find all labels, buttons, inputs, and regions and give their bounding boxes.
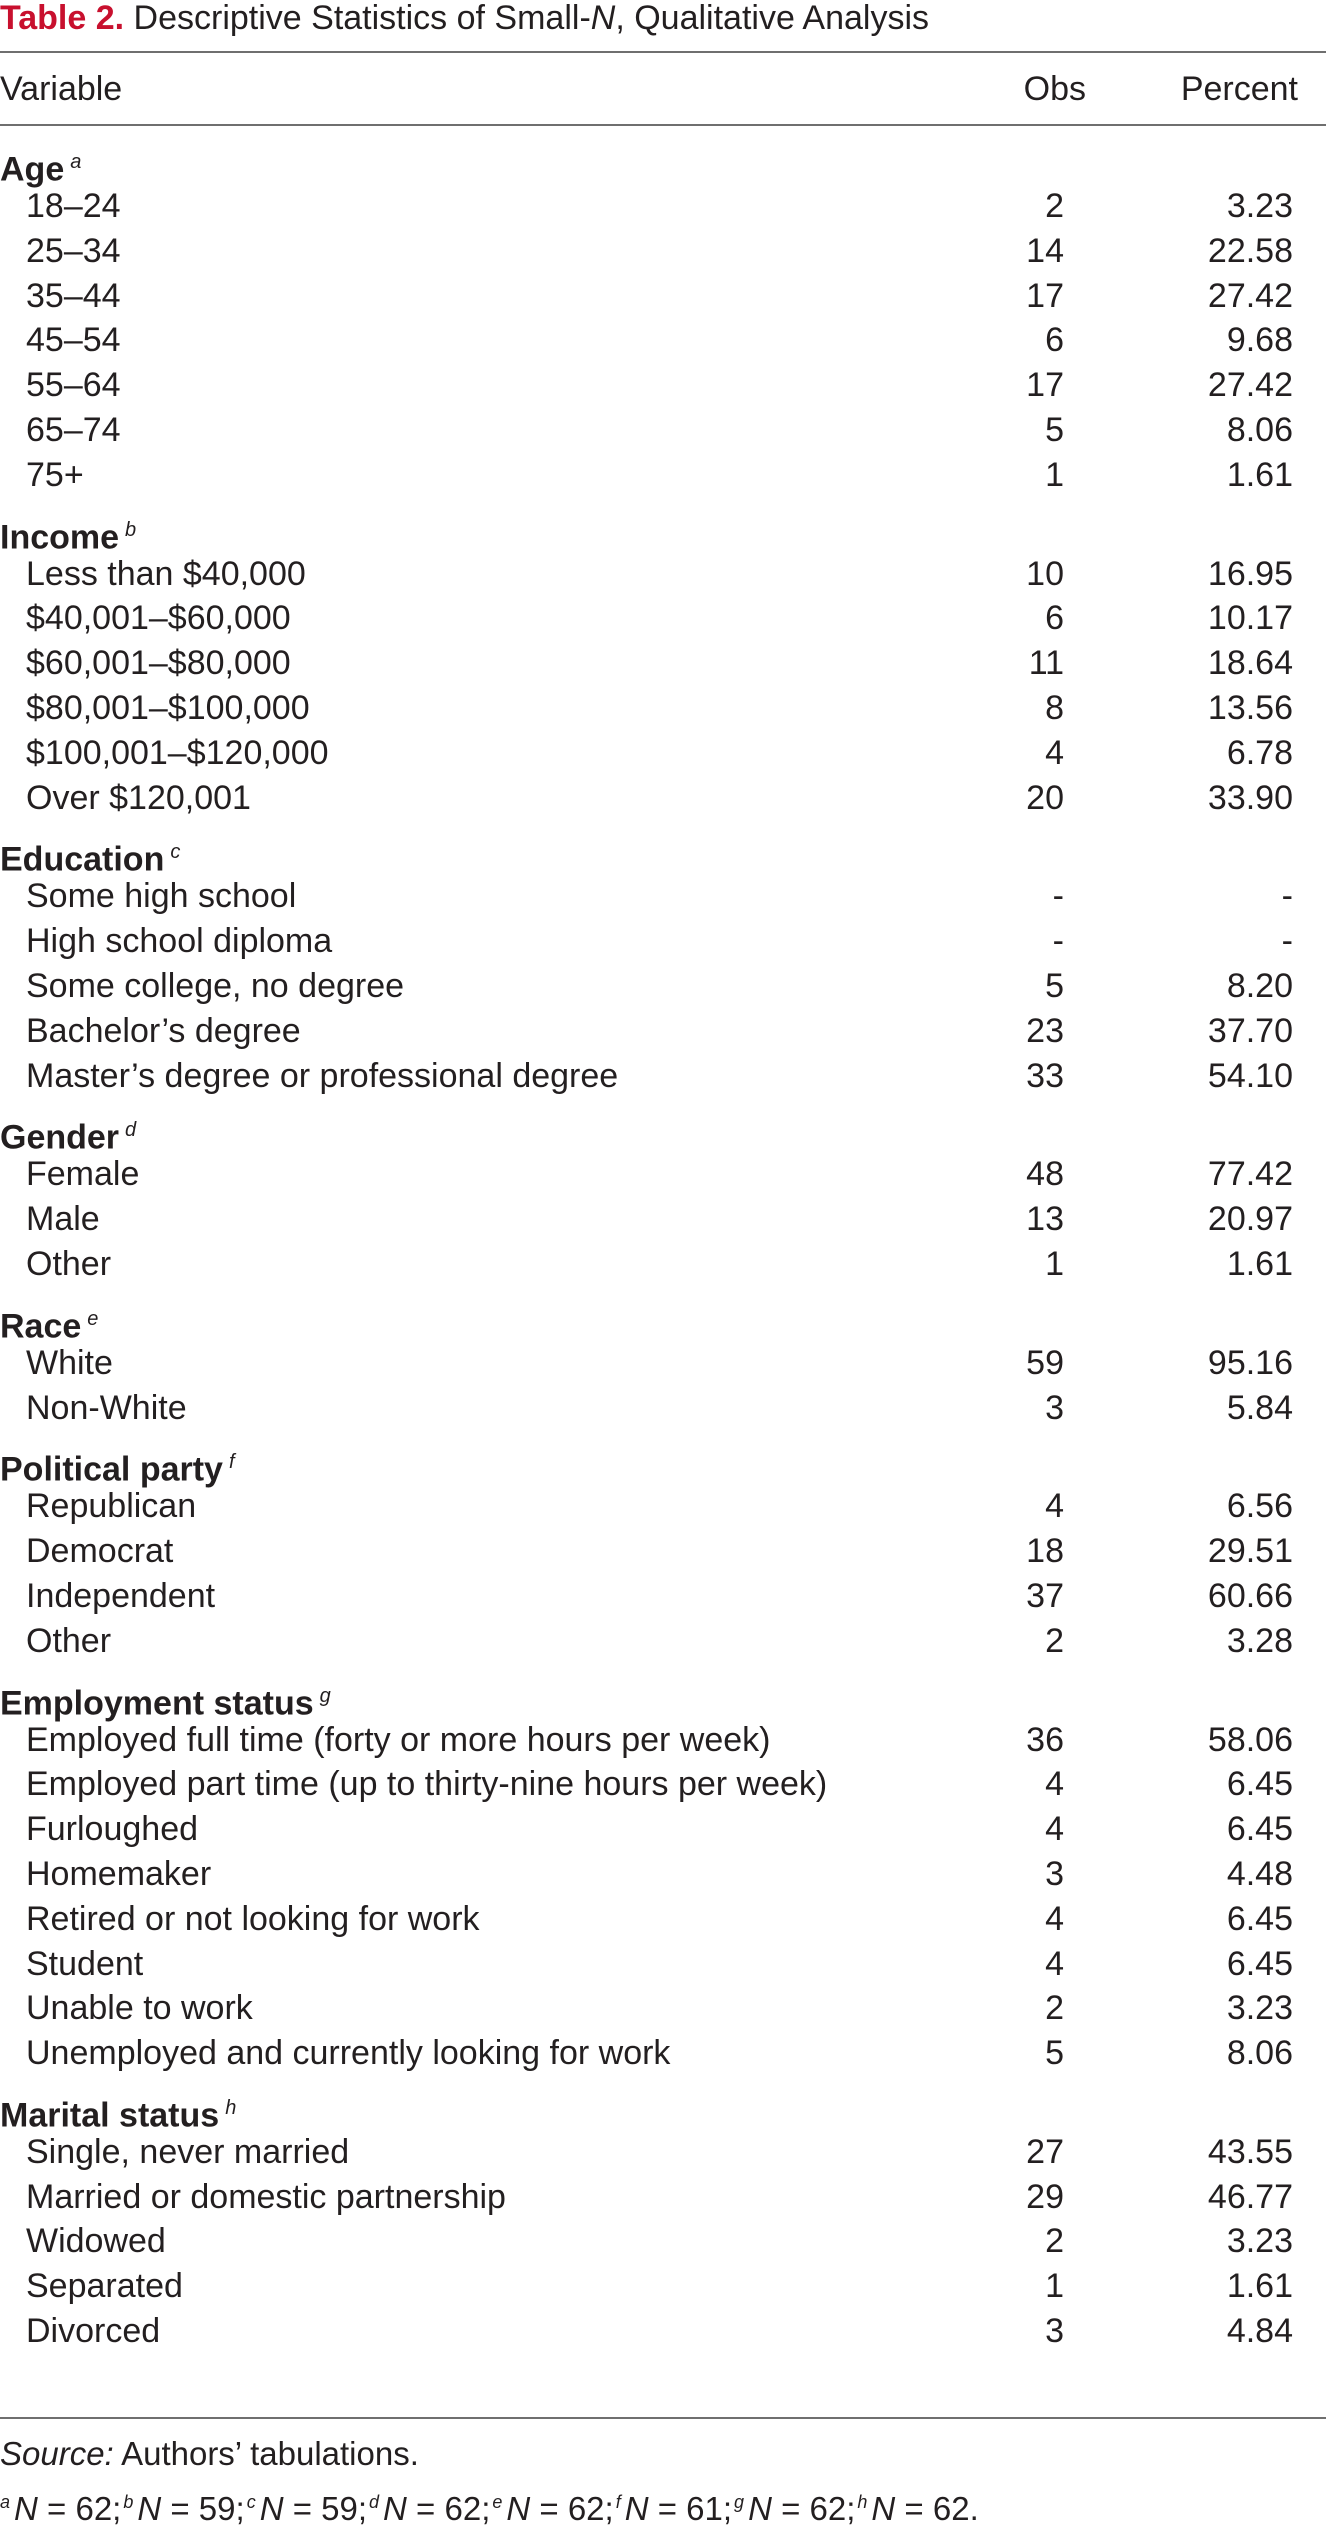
footnote: [123, 2490, 244, 2527]
row-obs: 2: [1045, 187, 1064, 225]
row-obs: 27: [1026, 2132, 1064, 2171]
group-note-mark: c: [170, 841, 181, 864]
table-row: [0, 1341, 1326, 1386]
row-label: Single, never married: [26, 2132, 350, 2171]
row-percent: 3.23: [1226, 2222, 1293, 2261]
table-row: [0, 731, 1326, 776]
source-text: Authors’ tabulations.: [113, 2435, 419, 2472]
row-label: $60,001–$80,000: [26, 644, 291, 683]
group-title-text: Race: [0, 1307, 82, 1346]
row-label: 75+: [26, 455, 84, 494]
row-obs: 2: [1045, 1621, 1064, 1660]
row-label: 35–44: [26, 276, 121, 315]
row-obs: 20: [1026, 778, 1064, 817]
footnote-var: N: [506, 2490, 531, 2527]
header-variable: Variable: [0, 70, 123, 108]
row-obs: 4: [1045, 1899, 1064, 1938]
row-percent: 1.61: [1226, 2267, 1293, 2306]
footnote-text: = 59;: [283, 2490, 368, 2527]
row-label: Furloughed: [26, 1810, 199, 1849]
row-percent: 20.97: [1207, 1200, 1293, 1239]
table-row: [0, 1807, 1326, 1852]
footnote-text: = 62.: [895, 2490, 979, 2527]
row-obs: 3: [1045, 1388, 1064, 1427]
group-title: [0, 508, 1326, 556]
table-row: [0, 1054, 1326, 1099]
row-label: Female: [26, 1155, 140, 1194]
table-row: [0, 1386, 1326, 1431]
group-title: [0, 2086, 1326, 2135]
table-row: [0, 1197, 1326, 1242]
row-obs: 1: [1045, 455, 1064, 494]
caption-text-before: Descriptive Statistics of Small-: [124, 0, 591, 37]
row-percent: 37.70: [1207, 1011, 1293, 1050]
footnote-mark: d: [369, 2492, 380, 2512]
table-group: [0, 1440, 1326, 1663]
footnote: [492, 2490, 613, 2527]
footnote: [616, 2490, 732, 2527]
row-obs: 5: [1045, 410, 1064, 449]
row-percent: 18.64: [1207, 644, 1293, 683]
row-label: White: [26, 1343, 113, 1382]
table-row: [0, 776, 1326, 821]
row-obs: 36: [1026, 1720, 1064, 1759]
row-percent: 58.06: [1207, 1720, 1293, 1759]
row-percent: 8.06: [1226, 2034, 1293, 2073]
row-label: Widowed: [26, 2222, 166, 2261]
row-label: Independent: [26, 1576, 216, 1615]
table-row: [0, 1897, 1326, 1942]
top-rule: [0, 51, 1326, 53]
footnote-var: N: [624, 2490, 649, 2527]
row-percent: 60.66: [1207, 1576, 1293, 1615]
row-percent: 43.55: [1207, 2132, 1293, 2171]
row-label: Unemployed and currently looking for work: [26, 2034, 671, 2073]
footnote-text: = 59;: [161, 2490, 245, 2527]
footnote: [734, 2490, 855, 2527]
table-row: [0, 1529, 1326, 1574]
row-percent: 6.56: [1226, 1487, 1293, 1526]
row-obs: 1: [1045, 1244, 1064, 1283]
table-row: [0, 964, 1326, 1009]
row-obs: 5: [1045, 2034, 1064, 2073]
table-row: [0, 2031, 1326, 2076]
row-percent: 6.45: [1226, 1944, 1293, 1983]
footnote: [0, 2490, 121, 2527]
footnote-mark: g: [734, 2492, 745, 2512]
table-group: [0, 1297, 1326, 1431]
footnote: [247, 2490, 367, 2527]
table-group: [0, 2086, 1326, 2354]
footnote-var: N: [137, 2490, 162, 2527]
row-obs: 48: [1026, 1155, 1064, 1194]
table-group: [0, 140, 1326, 498]
row-label: 25–34: [26, 231, 121, 270]
row-label: Bachelor’s degree: [26, 1011, 301, 1050]
group-note-mark: d: [125, 1119, 137, 1142]
row-label: Married or domestic partnership: [26, 2177, 506, 2216]
row-obs: -: [1052, 922, 1064, 961]
row-label: Unable to work: [26, 1989, 253, 2028]
row-percent: 6.78: [1226, 733, 1293, 772]
row-label: Other: [26, 1621, 112, 1660]
table-row: [0, 2264, 1326, 2309]
table-row: [0, 1484, 1326, 1529]
header-percent: Percent: [1180, 70, 1298, 108]
table-label: Table 2.: [0, 0, 125, 37]
row-label: Homemaker: [26, 1854, 212, 1893]
row-percent: 3.23: [1226, 1989, 1293, 2028]
footnote: [857, 2490, 978, 2527]
row-label: High school diploma: [26, 922, 333, 961]
group-title: [0, 140, 1326, 189]
footnote-text: = 62;: [406, 2490, 491, 2527]
footnote-mark: c: [246, 2492, 256, 2512]
table-row: [0, 919, 1326, 964]
row-percent: 46.77: [1207, 2177, 1293, 2216]
table-row: [0, 2309, 1326, 2354]
row-label: Employed part time (up to thirty-nine hours per week): [26, 1765, 828, 1804]
table-row: [0, 318, 1326, 363]
table-row: [0, 1852, 1326, 1897]
source-label: Source:: [0, 2435, 114, 2472]
row-obs: 4: [1045, 733, 1064, 772]
table-row: [0, 1242, 1326, 1287]
row-percent: 6.45: [1226, 1899, 1293, 1938]
row-label: Master’s degree or professional degree: [26, 1056, 619, 1095]
table-row: [0, 274, 1326, 319]
row-percent: 54.10: [1207, 1056, 1293, 1095]
table-row: [0, 363, 1326, 408]
row-label: Some college, no degree: [26, 966, 405, 1005]
footnote-text: = 62;: [37, 2490, 122, 2527]
table-row: [0, 2175, 1326, 2220]
row-obs: 13: [1026, 1200, 1064, 1239]
table-row: [0, 1152, 1326, 1197]
table-group: [0, 830, 1326, 1098]
footnote-text: = 61;: [648, 2490, 733, 2527]
row-percent: -: [1281, 877, 1293, 916]
group-title-text: Education: [0, 840, 165, 879]
table-caption: [0, 0, 929, 36]
row-label: Over $120,001: [26, 778, 251, 817]
table-row: [0, 1718, 1326, 1763]
row-obs: 11: [1028, 644, 1064, 683]
table-row: [0, 184, 1326, 229]
row-label: Divorced: [26, 2312, 161, 2351]
footnote: [369, 2490, 490, 2527]
row-label: Some high school: [26, 877, 297, 916]
row-percent: 4.48: [1226, 1854, 1293, 1893]
table-row: [0, 2130, 1326, 2175]
table-source: [0, 2432, 419, 2476]
row-obs: 29: [1026, 2177, 1064, 2216]
row-obs: 33: [1026, 1056, 1064, 1095]
footnote-var: N: [871, 2490, 896, 2527]
row-label: Democrat: [26, 1532, 174, 1571]
row-obs: 2: [1045, 1989, 1064, 2028]
table-row: [0, 1942, 1326, 1987]
group-note-mark: f: [228, 1451, 235, 1474]
row-label: Male: [26, 1200, 100, 1239]
row-obs: -: [1052, 877, 1064, 916]
caption-italic: N: [590, 0, 616, 37]
footnote-mark: a: [0, 2492, 11, 2512]
row-obs: 17: [1026, 366, 1064, 405]
table-row: [0, 2219, 1326, 2264]
row-label: 65–74: [26, 410, 121, 449]
row-label: Retired or not looking for work: [26, 1899, 480, 1938]
table-notes: [0, 2480, 981, 2527]
group-title: [0, 1297, 1326, 1346]
table-row: [0, 552, 1326, 597]
row-percent: 16.95: [1207, 554, 1293, 593]
row-obs: 23: [1026, 1011, 1064, 1050]
row-percent: 8.20: [1226, 966, 1293, 1005]
row-percent: 5.84: [1226, 1388, 1293, 1427]
table-group: [0, 1674, 1326, 2076]
table-row: [0, 453, 1326, 498]
table-row: [0, 596, 1326, 641]
row-percent: 1.61: [1226, 1244, 1293, 1283]
table-row: [0, 1762, 1326, 1807]
table-group: [0, 1108, 1326, 1286]
table-row: [0, 641, 1326, 686]
row-obs: 14: [1026, 231, 1064, 270]
row-obs: 4: [1045, 1944, 1064, 1983]
row-obs: 18: [1026, 1532, 1064, 1571]
row-obs: 2: [1045, 2222, 1064, 2261]
row-label: 18–24: [26, 187, 121, 225]
table-row: [0, 1009, 1326, 1054]
table-body: [0, 140, 1326, 2354]
row-percent: 33.90: [1207, 778, 1293, 817]
row-percent: 3.28: [1226, 1621, 1293, 1660]
row-label: Other: [26, 1244, 112, 1283]
table-row: [0, 408, 1326, 453]
row-obs: 1: [1045, 2267, 1064, 2306]
table-header: [0, 67, 1326, 111]
row-label: 55–64: [26, 366, 121, 405]
row-obs: 37: [1026, 1576, 1064, 1615]
row-percent: 27.42: [1207, 276, 1293, 315]
row-label: $100,001–$120,000: [26, 733, 329, 772]
row-percent: 8.06: [1226, 410, 1293, 449]
row-percent: 77.42: [1207, 1155, 1293, 1194]
row-label: $80,001–$100,000: [26, 688, 310, 727]
footnote-var: N: [748, 2490, 772, 2527]
row-obs: 3: [1045, 2312, 1064, 2351]
row-obs: 59: [1026, 1343, 1064, 1382]
row-obs: 3: [1045, 1854, 1064, 1893]
row-label: Student: [26, 1944, 144, 1983]
row-percent: 9.68: [1226, 321, 1293, 360]
table-group: [0, 508, 1326, 821]
bottom-rule: [0, 2417, 1326, 2419]
row-percent: 95.16: [1207, 1343, 1293, 1382]
header-rule: [0, 124, 1326, 126]
row-percent: 6.45: [1226, 1765, 1293, 1804]
footnote-var: N: [14, 2490, 38, 2527]
footnote-var: N: [383, 2490, 407, 2527]
footnote-mark: e: [492, 2492, 503, 2512]
table-row: [0, 686, 1326, 731]
row-percent: -: [1281, 922, 1293, 961]
table-row: [0, 1619, 1326, 1664]
footnote-mark: h: [857, 2492, 868, 2512]
row-label: Employed full time (forty or more hours per week): [26, 1720, 771, 1759]
row-percent: 29.51: [1207, 1532, 1293, 1571]
group-note-mark: e: [87, 1307, 99, 1330]
row-obs: 8: [1045, 688, 1064, 727]
group-note-mark: a: [70, 151, 82, 173]
group-title-text: Gender: [0, 1118, 120, 1157]
row-percent: 27.42: [1207, 366, 1293, 405]
group-title: [0, 1674, 1326, 1722]
footnote-text: = 62;: [771, 2490, 856, 2527]
row-obs: 5: [1045, 966, 1064, 1005]
row-label: Non-White: [26, 1388, 187, 1427]
row-percent: 3.23: [1226, 187, 1293, 225]
row-label: Republican: [26, 1487, 197, 1526]
row-label: $40,001–$60,000: [26, 599, 291, 638]
row-obs: 10: [1026, 554, 1064, 593]
row-percent: 13.56: [1207, 688, 1293, 727]
row-percent: 4.84: [1226, 2312, 1293, 2351]
row-label: Less than $40,000: [26, 554, 306, 593]
table-row: [0, 1574, 1326, 1619]
row-obs: 6: [1045, 599, 1064, 638]
footnote-text: = 62;: [530, 2490, 614, 2527]
row-label: 45–54: [26, 321, 121, 360]
group-title-text: Political party: [0, 1450, 223, 1489]
footnote-var: N: [259, 2490, 284, 2527]
table-row: [0, 874, 1326, 919]
header-obs: Obs: [1023, 70, 1086, 108]
row-obs: 4: [1045, 1810, 1064, 1849]
row-obs: 4: [1045, 1487, 1064, 1526]
footnote-mark: f: [615, 2492, 621, 2512]
group-title: [0, 1440, 1326, 1489]
group-title-text: Marital status: [0, 2096, 220, 2135]
group-title-text: Employment status: [0, 1683, 314, 1722]
group-title-text: Age: [0, 150, 65, 189]
footnote-mark: b: [123, 2492, 134, 2512]
row-percent: 6.45: [1226, 1810, 1293, 1849]
table-row: [0, 229, 1326, 274]
group-note-mark: h: [225, 2096, 237, 2119]
row-obs: 17: [1026, 276, 1064, 315]
group-title: [0, 830, 1326, 879]
row-obs: 4: [1045, 1765, 1064, 1804]
row-percent: 10.17: [1207, 599, 1293, 638]
group-note-mark: g: [319, 1684, 331, 1707]
group-title-text: Income: [0, 517, 120, 556]
group-note-mark: b: [125, 518, 137, 541]
row-label: Separated: [26, 2267, 183, 2306]
caption-text-after: , Qualitative Analysis: [615, 0, 930, 37]
row-obs: 6: [1045, 321, 1064, 360]
table-row: [0, 1986, 1326, 2031]
row-percent: 22.58: [1207, 231, 1293, 270]
row-percent: 1.61: [1226, 455, 1293, 494]
group-title: [0, 1108, 1326, 1157]
